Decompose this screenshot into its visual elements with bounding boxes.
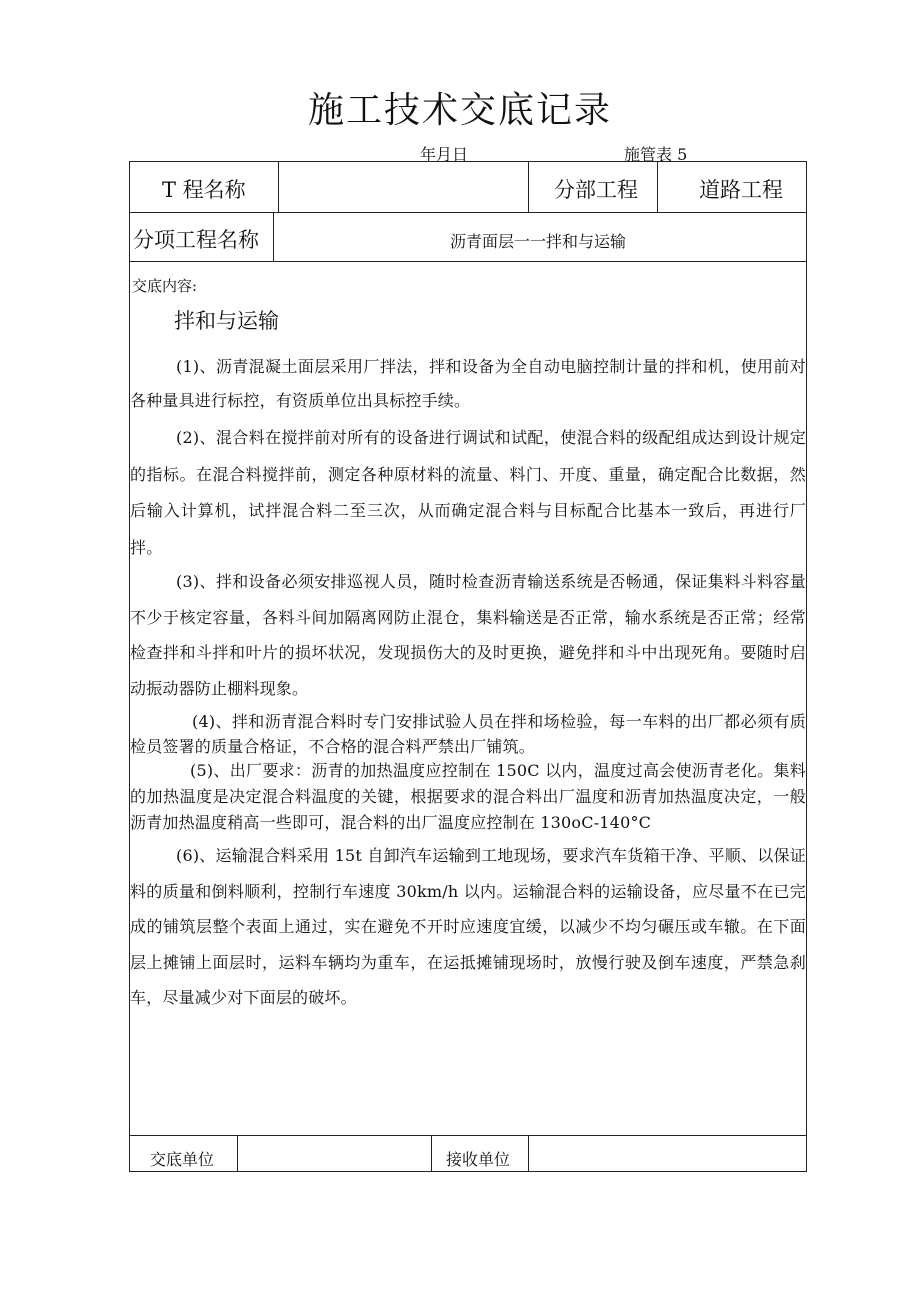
content-label: 交底内容: <box>132 277 198 295</box>
receiver-label: 接收单位 <box>446 1150 511 1169</box>
sub-item-value: 沥青面层一一拌和与运输 <box>450 232 627 251</box>
paragraph-2: (2)、混合料在搅拌前对所有的设备进行调试和试配，使混合料的级配组成达到设计规定的指标。在混合料搅拌前，测定各种原材料的流量、料门、开度、重量，确定配合比数据，然后输入计算机，试拌混合料二至三次，从而确定混合料与目标配合比基本一致后，再进行厂拌。 <box>130 428 806 557</box>
column-divider <box>237 1135 238 1172</box>
paragraph-4: (4)、拌和沥青混合料时专门安排试验人员在拌和场检验，每一车料的出厂都必须有质检员签署的质量合格证，不合格的混合料严禁出厂铺筑。 <box>130 712 806 756</box>
project-name-label: T 程名称 <box>162 178 246 202</box>
division-label: 分部工程 <box>554 178 638 202</box>
content-heading: 拌和与运输 <box>174 309 279 333</box>
column-divider <box>528 162 529 212</box>
column-divider <box>528 1135 529 1172</box>
division-value: 道路工程 <box>699 178 783 202</box>
paragraph-6: (6)、运输混合料采用 15t 自卸汽车运输到工地现场，要求汽车货箱干净、平顺、以保证料的质量和倒料顺利，控制行车速度 30km/h 以内。运输混合料的运输设备，应尽量不在已完成的铺筑层整个表面上通过，实在避免不开时应速度宜缓，以减少不均匀碾压或车辙。在下面层上摊铺上面层时，运料车辆均为重车，在运抵摊铺现场时，放慢行驶及倒车速度，严禁急刹车，尽量减少对下面层的破坏。 <box>130 846 806 1007</box>
form-number: 施管表 5 <box>624 145 688 164</box>
column-divider <box>431 1135 432 1172</box>
paragraph-5: (5)、出厂要求：沥青的加热温度应控制在 150C 以内，温度过高会使沥青老化。集料的加热温度是决定混合料温度的关键，根据要求的混合料出厂温度和沥青加热温度决定，一般沥青加热温度稍高一些即可，混合料的出厂温度应控制在 130oC-140°C <box>130 761 806 832</box>
row-divider <box>130 212 806 213</box>
column-divider <box>657 162 658 212</box>
disclosure-form <box>129 161 807 1172</box>
sub-item-label: 分项工程名称 <box>133 228 259 252</box>
paragraph-1: (1)、沥青混凝土面层采用厂拌法，拌和设备为全自动电脑控制计量的拌和机，使用前对各种量具进行标控，有资质单位出具标控手续。 <box>130 357 806 410</box>
date-label: 年月日 <box>420 145 469 164</box>
column-divider <box>273 212 274 261</box>
row-divider <box>130 1135 806 1136</box>
row-divider <box>130 261 806 262</box>
paragraph-3: (3)、拌和设备必须安排巡视人员，随时检查沥青输送系统是否畅通，保证集料斗料容量不少于核定容量，各料斗间加隔离网防止混仓，集料输送是否正常，输水系统是否正常；经常检查拌和斗拌和叶片的损坏状况，发现损伤大的及时更换，避免拌和斗中出现死角。要随时启动振动器防止棚料现象。 <box>130 572 806 698</box>
document-title: 施工技术交底记录 <box>307 90 612 131</box>
issuer-label: 交底单位 <box>150 1150 215 1169</box>
column-divider <box>278 162 279 212</box>
